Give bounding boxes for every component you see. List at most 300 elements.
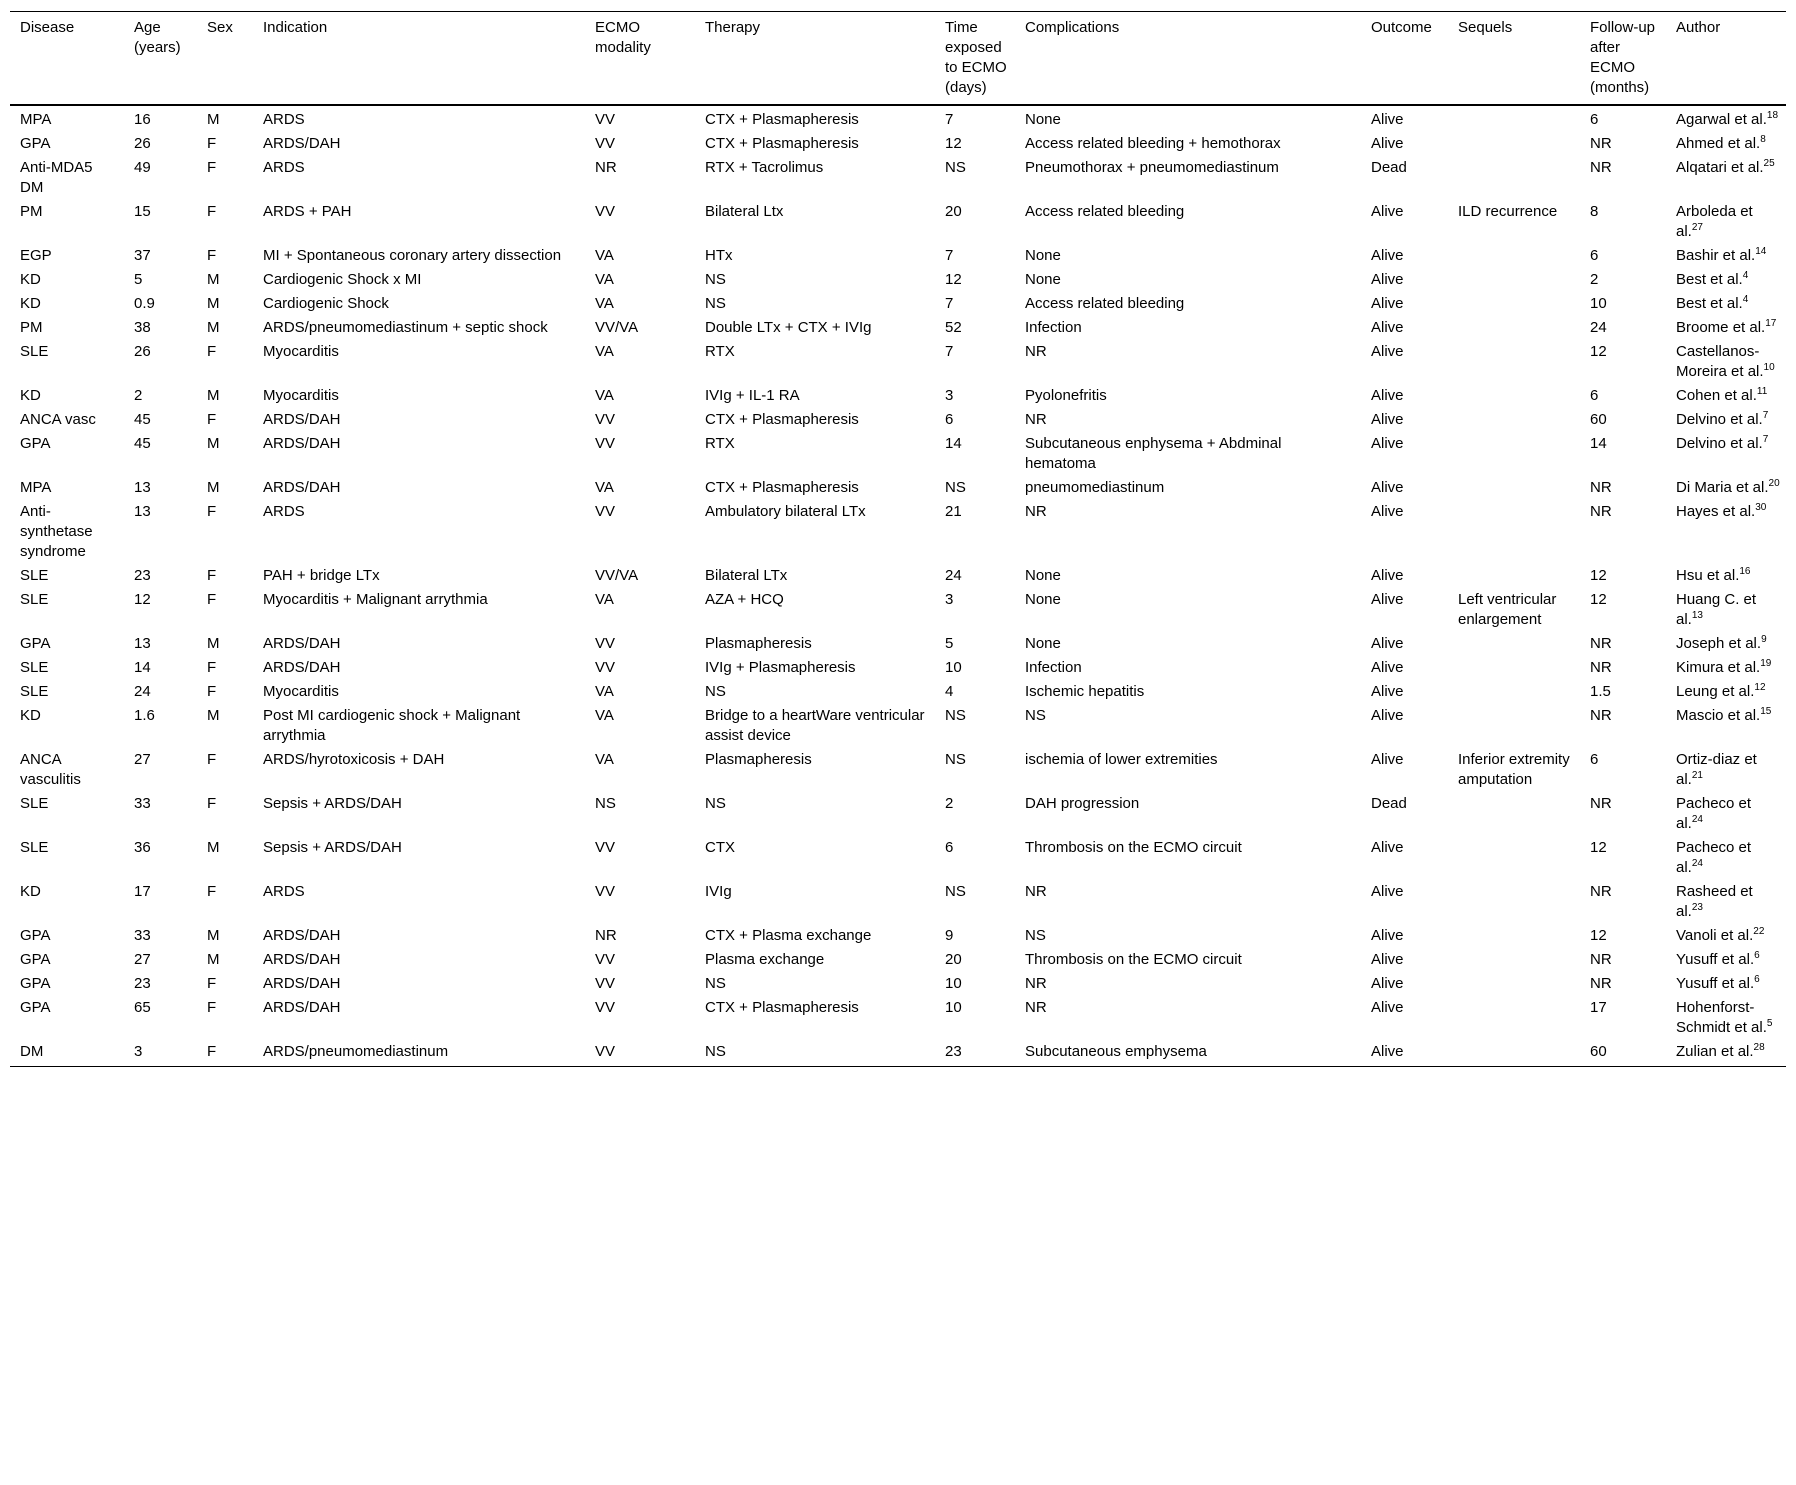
cell-sequels [1448,474,1580,498]
cell-complications: None [1025,567,1061,584]
table-row [10,834,1786,878]
cell-ecmo-modality: NR [595,927,617,944]
cell-time-exposed: NS [945,883,966,900]
author-name: Arboleda et al. [1676,203,1753,240]
cell-complications: NR [1025,975,1047,992]
cell-therapy: NS [705,295,726,312]
cell-age: 12 [134,591,151,608]
cell-therapy: CTX + Plasmapheresis [705,999,859,1016]
cell-disease: SLE [20,839,49,856]
table-row [10,994,1786,1038]
cell-sex: F [207,683,217,700]
cell-complications: Thrombosis on the ECMO circuit [1025,951,1242,968]
cell-time-exposed: 12 [945,271,962,288]
cell-sequels [1448,406,1580,430]
cell-author [1666,702,1786,746]
author-reference[interactable]: 9 [1761,634,1767,645]
cell-sequels [1448,562,1580,586]
cell-time-exposed: 20 [945,951,962,968]
table-row [10,654,1786,678]
cell-ecmo-modality: VA [595,707,614,724]
cell-sex: F [207,411,217,428]
cell-disease: PM [20,203,43,220]
cell-complications: Infection [1025,659,1082,676]
author-name: Hayes et al. [1676,503,1756,520]
cell-author [1666,562,1786,586]
cell-time-exposed: 24 [945,567,962,584]
cell-follow-up: NR [1590,795,1612,812]
table-row [10,406,1786,430]
cell-outcome: Dead [1371,159,1407,176]
cell-sequels [1448,430,1580,474]
cell-follow-up: 14 [1590,435,1607,452]
cell-complications: Subcutaneous emphysema [1015,1038,1361,1067]
cell-outcome: Alive [1371,567,1404,584]
cell-therapy: NS [705,975,726,992]
table-row [10,154,1786,198]
cell-outcome: Alive [1371,975,1404,992]
table-row [10,946,1786,970]
table-row [10,314,1786,338]
cell-sex: F [207,659,217,676]
header-complications: Complications [1015,12,1361,106]
cell-time-exposed: NS [945,751,966,768]
cell-indication: ARDS [263,159,305,176]
cell-time-exposed: NS [945,479,966,496]
cell-time-exposed: 4 [945,683,954,700]
cell-follow-up: NR [1590,707,1612,724]
table-row [10,878,1786,922]
cell-indication: ARDS [263,503,305,520]
cell-follow-up: 6 [1590,247,1599,264]
table-row [10,198,1786,242]
cell-disease: SLE [20,567,49,584]
author-name: Best et al. [1676,271,1743,288]
cell-disease: EGP [20,247,52,264]
author-reference[interactable]: 25 [1763,158,1775,169]
cell-indication: ARDS/DAH [263,951,341,968]
cell-complications: DAH progression [1025,795,1140,812]
cell-disease: SLE [20,343,49,360]
cell-disease: SLE [20,683,49,700]
cell-age: 49 [134,159,151,176]
cell-therapy: RTX + Tacrolimus [705,159,824,176]
cell-time-exposed: NS [945,159,966,176]
cell-follow-up: 60 [1590,411,1607,428]
author-reference[interactable]: 18 [1766,110,1779,121]
author-reference[interactable]: 27 [1691,222,1703,233]
author-reference[interactable]: 20 [1768,478,1780,489]
cell-age: 5 [134,271,143,288]
cell-ecmo-modality: VA [595,683,614,700]
cell-complications: Access related bleeding [1025,295,1185,312]
author-reference[interactable]: 13 [1691,610,1703,621]
cell-author [1666,406,1786,430]
header-disease: Disease [10,12,124,106]
cell-time-exposed: 9 [945,927,954,944]
author-name: Zulian et al. [1676,1043,1754,1060]
cell-ecmo-modality: VA [595,387,614,404]
table-row [10,498,1786,562]
header-therapy: Therapy [695,12,935,106]
cell-age: 15 [134,203,151,220]
cell-age: 26 [134,135,151,152]
cell-indication: PAH + bridge LTx [263,567,380,584]
cell-follow-up: 60 [1580,1038,1666,1067]
cell-author [1666,290,1786,314]
table-row [10,630,1786,654]
cell-therapy: NS [705,271,726,288]
cell-outcome: Alive [1371,387,1404,404]
table-row [10,678,1786,702]
author-reference[interactable]: 22 [1753,926,1765,937]
cell-therapy: CTX + Plasmapheresis [705,411,859,428]
header-ecmo-modality: ECMO modality [585,12,695,106]
cell-therapy: IVIg + Plasmapheresis [705,659,856,676]
table-row [10,242,1786,266]
cell-indication: ARDS/DAH [263,927,341,944]
cell-sex: F [207,135,217,152]
author-reference[interactable]: 7 [1762,410,1769,421]
cell-sequels [1448,630,1580,654]
cell-therapy: CTX + Plasmapheresis [705,135,859,152]
cell-author [1666,946,1786,970]
cell-therapy: NS [705,795,726,812]
cell-disease: GPA [20,635,51,652]
cell-disease: ANCA vasc [20,411,96,428]
author-name: Cohen et al. [1676,387,1757,404]
cell-age: 13 [134,479,151,496]
author-name: Castellanos-Moreira et al. [1676,343,1764,380]
cell-indication: ARDS/DAH [263,435,341,452]
cell-follow-up: 24 [1590,319,1607,336]
cell-age: 27 [134,751,151,768]
cell-author [1666,1038,1786,1067]
cell-therapy: Bridge to a heartWare ventricular assist device [705,707,925,744]
cell-disease: KD [20,387,41,404]
author-name: Broome et al. [1676,319,1766,336]
cell-disease: Anti-MDA5 DM [20,159,93,196]
author-reference[interactable]: 4 [1742,294,1749,305]
cell-age: 13 [134,635,151,652]
cell-complications: None [1025,591,1061,608]
cell-indication: Myocarditis [263,343,339,360]
author-reference[interactable]: 14 [1755,246,1767,257]
cell-author [1666,474,1786,498]
header-row [10,12,1786,106]
header-outcome: Outcome [1361,12,1448,106]
cell-sequels [1448,266,1580,290]
cell-outcome: Alive [1371,203,1404,220]
author-name: Delvino et al. [1676,435,1763,452]
cell-author [1666,746,1786,790]
cell-time-exposed: 21 [945,503,962,520]
header-follow-up: Follow-up after ECMO (months) [1580,12,1666,106]
author-name: Di Maria et al. [1676,479,1769,496]
cell-outcome: Alive [1371,751,1404,768]
cell-disease: PM [20,319,43,336]
author-reference[interactable]: 23 [1691,902,1703,913]
cell-disease: GPA [20,951,51,968]
cell-ecmo-modality: VV [595,635,616,652]
cell-time-exposed: 3 [945,591,954,608]
cell-author [1666,878,1786,922]
author-name: Ahmed et al. [1676,135,1761,152]
cell-therapy: CTX + Plasmapheresis [705,111,859,128]
cell-ecmo-modality: VV [595,883,616,900]
cell-ecmo-modality: VV [595,503,616,520]
cell-ecmo-modality: VV [595,999,616,1016]
cell-author [1666,382,1786,406]
cell-sex: M [207,387,220,404]
cell-follow-up: NR [1590,159,1612,176]
cell-complications: None [1025,635,1061,652]
cell-outcome: Dead [1371,795,1407,812]
table-row [10,1038,1786,1067]
table-row [10,922,1786,946]
cell-age: 3 [124,1038,197,1067]
cell-age: 33 [134,927,151,944]
cell-follow-up: 6 [1590,751,1599,768]
author-reference[interactable]: 8 [1760,134,1766,145]
cell-sequels: ILD recurrence [1458,203,1558,220]
cell-therapy: IVIg [705,883,732,900]
cell-ecmo-modality: VA [595,295,614,312]
cell-indication: ARDS/DAH [263,479,341,496]
cell-sequels [1448,878,1580,922]
cell-time-exposed: 10 [945,659,962,676]
cell-outcome: Alive [1371,111,1404,128]
cell-outcome: Alive [1371,343,1404,360]
cell-indication: Myocarditis [263,683,339,700]
author-reference[interactable]: 4 [1742,270,1749,281]
cell-disease: KD [20,271,41,288]
cell-time-exposed: 7 [945,343,954,360]
cell-time-exposed: 7 [945,295,954,312]
cell-time-exposed: 20 [945,203,962,220]
cell-ecmo-modality: VA [595,591,614,608]
table-row [10,790,1786,834]
cell-age: 17 [134,883,151,900]
cell-complications: NR [1025,343,1047,360]
cell-sex: M [207,927,220,944]
cell-complications: Infection [1025,319,1082,336]
cell-disease: KD [20,707,41,724]
cell-ecmo-modality: VV [585,1038,695,1067]
cell-sequels [1448,498,1580,562]
cell-sequels [1448,834,1580,878]
table-row [10,130,1786,154]
cell-age: 23 [134,975,151,992]
cell-indication: Sepsis + ARDS/DAH [263,795,402,812]
cell-sex: M [207,435,220,452]
cell-ecmo-modality: VA [595,343,614,360]
author-name: Joseph et al. [1676,635,1762,652]
author-reference[interactable]: 21 [1691,770,1703,781]
cell-sex: F [207,883,217,900]
author-reference[interactable]: 15 [1760,706,1772,717]
cell-disease: SLE [20,659,49,676]
author-reference[interactable]: 19 [1760,658,1772,669]
cell-sex: M [207,635,220,652]
author-reference[interactable]: 6 [1754,950,1760,961]
cell-sequels [1448,382,1580,406]
cell-sex: F [207,159,217,176]
cell-indication: ARDS/DAH [263,635,341,652]
author-reference[interactable]: 24 [1691,858,1703,869]
cell-ecmo-modality: VA [595,479,614,496]
cell-disease: GPA [20,135,51,152]
cell-indication: ARDS/DAH [263,659,341,676]
cell-outcome: Alive [1371,659,1404,676]
cell-indication: ARDS/DAH [263,975,341,992]
cell-complications: ischemia of lower extremities [1025,751,1218,768]
cell-ecmo-modality: VV/VA [595,319,639,336]
cell-follow-up: 6 [1590,111,1599,128]
cell-disease: GPA [20,927,51,944]
cell-complications: Thrombosis on the ECMO circuit [1025,839,1242,856]
author-reference[interactable]: 7 [1762,434,1769,445]
cell-sequels [1448,994,1580,1038]
cell-ecmo-modality: VV [595,659,616,676]
cell-therapy: Ambulatory bilateral LTx [705,503,866,520]
author-name: Leung et al. [1676,683,1755,700]
cell-author [1666,630,1786,654]
author-name: Yusuff et al. [1676,975,1755,992]
author-name: Delvino et al. [1676,411,1763,428]
cell-age: 1.6 [134,707,155,724]
cell-follow-up: NR [1590,951,1612,968]
cell-author [1666,130,1786,154]
cell-therapy: CTX + Plasma exchange [705,927,872,944]
cell-outcome: Alive [1371,707,1404,724]
cell-time-exposed: 7 [945,247,954,264]
cell-indication: ARDS [263,883,305,900]
cell-disease: Anti-synthetase syndrome [20,503,93,560]
table-row [10,970,1786,994]
cell-sequels [1448,130,1580,154]
cell-sex: F [207,999,217,1016]
cell-author [1666,678,1786,702]
table-row [10,382,1786,406]
author-reference[interactable]: 6 [1754,974,1760,985]
cell-complications: NS [1025,927,1046,944]
cell-indication: ARDS/DAH [263,999,341,1016]
cell-outcome: Alive [1371,295,1404,312]
cell-age: 65 [134,999,151,1016]
author-reference[interactable]: 17 [1765,318,1777,329]
cell-follow-up: 12 [1590,343,1607,360]
cell-time-exposed: 10 [945,975,962,992]
author-reference[interactable]: 16 [1739,566,1751,577]
cell-sex: F [207,591,217,608]
cell-disease: KD [20,883,41,900]
cell-ecmo-modality: VV [595,435,616,452]
cell-follow-up: 12 [1590,839,1607,856]
author-reference[interactable]: 30 [1755,502,1767,513]
cell-sequels [1448,105,1580,130]
cell-outcome: Alive [1371,135,1404,152]
cell-sex: F [207,247,217,264]
cell-indication: Sepsis + ARDS/DAH [263,839,402,856]
author-reference[interactable]: 12 [1754,682,1766,693]
cell-disease: SLE [20,591,49,608]
cell-indication: Cardiogenic Shock x MI [263,271,422,288]
table-row [10,338,1786,382]
cell-outcome: Alive [1371,247,1404,264]
cell-ecmo-modality: VV [595,111,616,128]
cell-indication: ARDS + PAH [263,203,352,220]
cell-complications: Subcutaneous enphysema + Abdminal hematoma [1025,435,1282,472]
cell-time-exposed: NS [945,707,966,724]
cell-author [1666,994,1786,1038]
cell-complications: NS [1025,707,1046,724]
cell-outcome: Alive [1371,435,1404,452]
cell-sex: M [207,707,220,724]
cell-sequels [1448,970,1580,994]
cell-age: 23 [134,567,151,584]
author-reference[interactable]: 24 [1691,814,1703,825]
cell-age: 16 [134,111,151,128]
author-name: Mascio et al. [1676,707,1761,724]
table-row [10,266,1786,290]
header-sequels: Sequels [1448,12,1580,106]
cell-outcome: Alive [1361,1038,1448,1067]
cell-author [1666,834,1786,878]
cell-age: 38 [134,319,151,336]
cell-ecmo-modality: VV [595,975,616,992]
cell-sequels [1448,702,1580,746]
cell-sex: F [197,1038,253,1067]
cell-complications: None [1025,111,1061,128]
author-reference[interactable]: 10 [1763,362,1775,373]
cell-ecmo-modality: VV [595,951,616,968]
cell-follow-up: 8 [1590,203,1599,220]
cell-complications: Access related bleeding + hemothorax [1025,135,1281,152]
cell-author [1666,430,1786,474]
author-reference[interactable]: 5 [1766,1018,1773,1029]
cell-follow-up: 12 [1590,927,1607,944]
author-name: Hohenforst-Schmidt et al. [1676,999,1767,1036]
cell-age: 27 [134,951,151,968]
header-time-exposed: Time exposed to ECMO (days) [935,12,1015,106]
cell-outcome: Alive [1371,503,1404,520]
cell-outcome: Alive [1371,271,1404,288]
cell-disease: DM [10,1038,124,1067]
cell-sex: M [207,271,220,288]
author-name: Pacheco et al. [1676,795,1752,832]
cell-time-exposed: 5 [945,635,954,652]
cell-therapy: RTX [705,343,735,360]
table-row [10,586,1786,630]
table-row [10,474,1786,498]
cell-outcome: Alive [1371,591,1404,608]
author-reference[interactable]: 28 [1753,1042,1765,1053]
author-reference[interactable]: 11 [1756,386,1768,397]
cell-ecmo-modality: VV [595,203,616,220]
cell-complications: NR [1025,999,1047,1016]
cell-age: 45 [134,411,151,428]
cell-follow-up: 12 [1590,591,1607,608]
cell-disease: KD [20,295,41,312]
cell-follow-up: NR [1590,135,1612,152]
cell-age: 37 [134,247,151,264]
cell-outcome: Alive [1371,999,1404,1016]
cell-disease: ANCA vasculitis [20,751,81,788]
cell-time-exposed: 6 [945,411,954,428]
cell-disease: GPA [20,999,51,1016]
cell-indication: ARDS/pneumomediastinum + septic shock [263,319,548,336]
